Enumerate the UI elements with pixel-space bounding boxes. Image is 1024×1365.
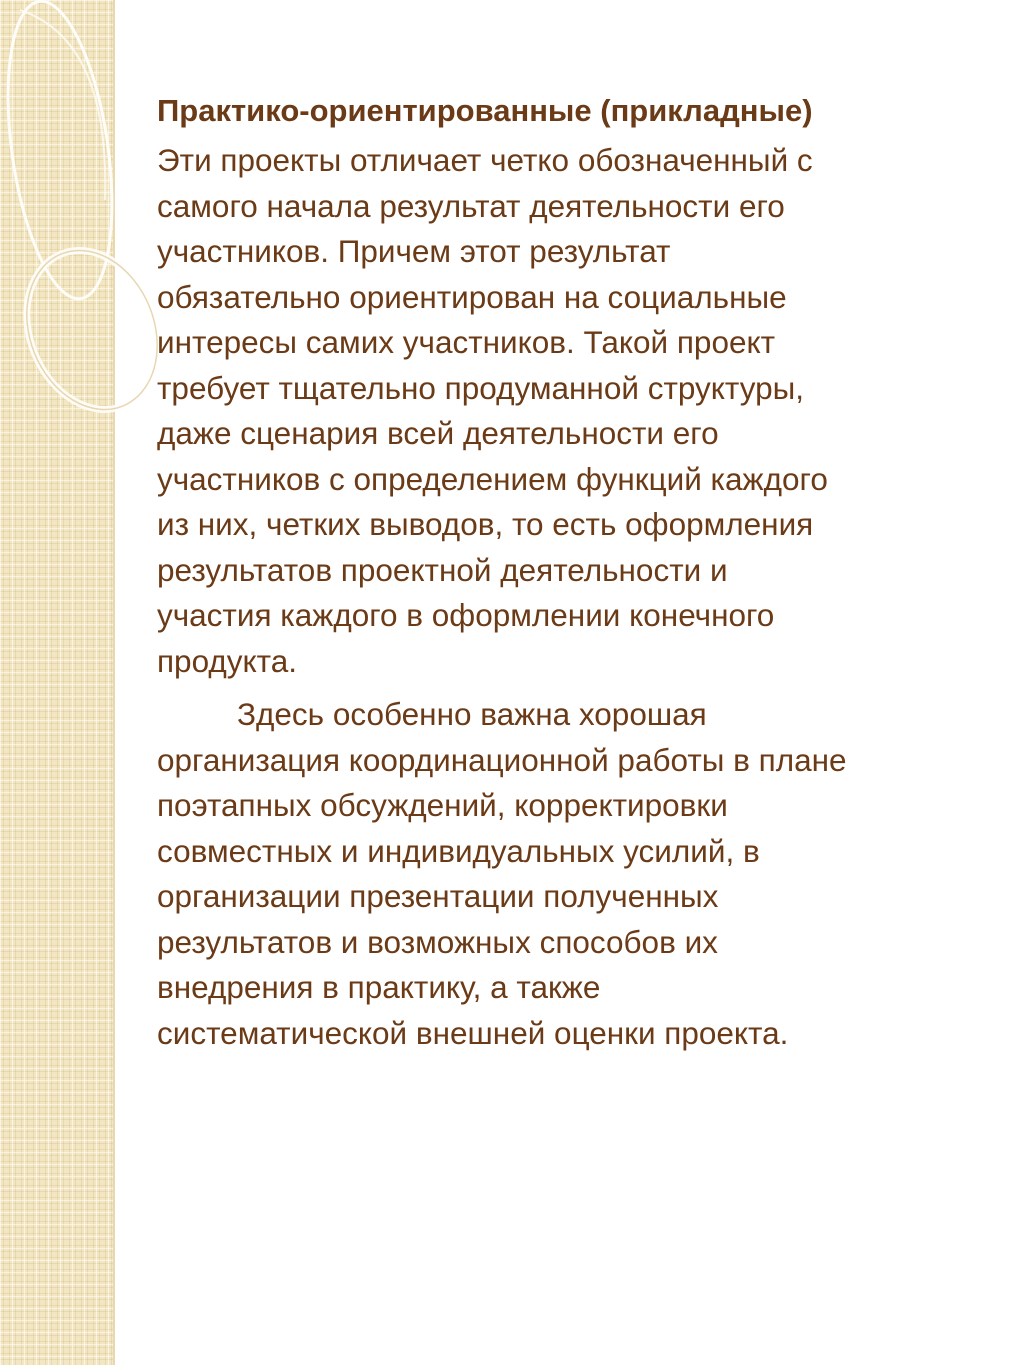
text-line: самого начала результат деятельности его	[157, 187, 785, 224]
text-line: организация координационной работы в плане	[157, 741, 847, 778]
text-line: организации презентации полученных	[157, 878, 719, 914]
text-line: даже сценария всей деятельности его	[157, 415, 719, 451]
slide-content	[157, 88, 997, 1056]
slide-heading: Практико-ориентированные (прикладные)	[157, 93, 813, 128]
text-line: из них, четких выводов, то есть оформления	[157, 506, 814, 542]
paragraph-2	[157, 692, 997, 1056]
text-line: внедрения в практику, а также	[157, 969, 601, 1005]
decorative-rings-ornament	[0, 0, 160, 420]
text-line: участия каждого в оформлении конечного	[157, 597, 775, 633]
text-line: результатов проектной деятельности и	[157, 551, 728, 588]
text-line: Эти проекты отличает четко обозначенный с	[157, 142, 813, 178]
text-line: совместных и индивидуальных усилий, в	[157, 832, 760, 869]
text-line: участников. Причем этот результат	[157, 233, 671, 269]
paragraph-1	[157, 138, 997, 684]
text-line: интересы самих участников. Такой проект	[157, 324, 776, 360]
text-line: обязательно ориентирован на социальные	[157, 278, 787, 315]
text-line: участников с определением функций каждого	[157, 460, 828, 497]
text-line: систематической внешней оценки проекта.	[157, 1014, 789, 1051]
text-line: поэтапных обсуждений, корректировки	[157, 787, 728, 823]
text-line: Здесь особенно важна хорошая	[237, 696, 707, 732]
text-line: требует тщательно продуманной структуры,	[157, 369, 805, 406]
text-line: продукта.	[157, 642, 298, 679]
text-line: результатов и возможных способов их	[157, 923, 718, 960]
